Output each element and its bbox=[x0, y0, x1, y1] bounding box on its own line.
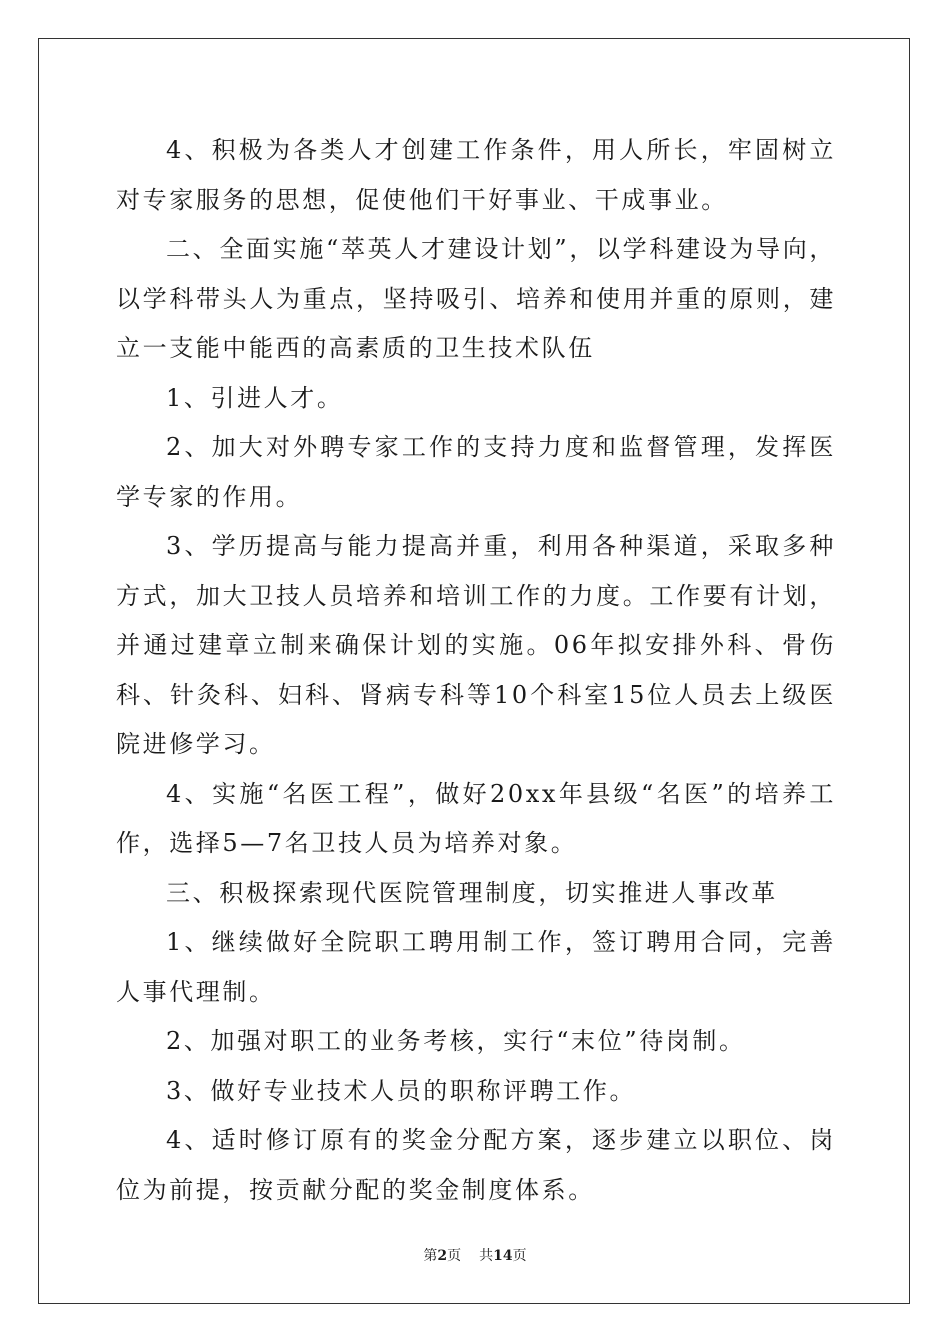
paragraph: 4、积极为各类人才创建工作条件，用人所长，牢固树立对专家服务的思想，促使他们干好事业、干成事业。 bbox=[116, 136, 836, 214]
paragraph: 4、实施“名医工程”，做好20xx年县级“名医”的培养工作，选择5—7名卫技人员为培养对象。 bbox=[116, 779, 836, 857]
paragraph: 3、做好专业技术人员的职称评聘工作。 bbox=[166, 1076, 637, 1105]
paragraph: 三、积极探索现代医院管理制度，切实推进人事改革 bbox=[166, 878, 778, 907]
total-pages-number: 14 bbox=[493, 1248, 513, 1264]
paragraph: 2、加大对外聘专家工作的支持力度和监督管理，发挥医学专家的作用。 bbox=[116, 433, 836, 511]
paragraph: 2、加强对职工的业务考核，实行“末位”待岗制。 bbox=[166, 1027, 746, 1055]
paragraph: 二、全面实施“萃英人才建设计划”，以学科建设为导向，以学科带头人为重点，坚持吸引、培养和使用并重的原则，建立一支能中能西的高素质的卫生技术队伍 bbox=[116, 235, 836, 362]
paragraph: 1、继续做好全院职工聘用制工作，签订聘用合同，完善人事代理制。 bbox=[116, 928, 836, 1006]
total-prefix: 共 bbox=[479, 1248, 494, 1264]
paragraph: 4、适时修订原有的奖金分配方案，逐步建立以职位、岗位为前提，按贡献分配的奖金制度体系。 bbox=[116, 1126, 836, 1204]
paragraph: 1、引进人才。 bbox=[166, 383, 344, 412]
current-page-number: 2 bbox=[437, 1248, 448, 1264]
total-suffix: 页 bbox=[512, 1248, 527, 1264]
paragraph: 3、学历提高与能力提高并重，利用各种渠道，采取多种方式，加大卫技人员培养和培训工作的力度。工作要有计划，并通过建章立制来确保计划的实施。06年拟安排外科、骨伤科、针灸科、妇科、肾病专科等10个科室15位人员去上级医院进修学习。 bbox=[116, 532, 836, 758]
page-footer bbox=[0, 1246, 950, 1266]
page-suffix: 页 bbox=[447, 1248, 462, 1264]
document-body bbox=[116, 126, 836, 1215]
page-prefix: 第 bbox=[423, 1248, 438, 1264]
